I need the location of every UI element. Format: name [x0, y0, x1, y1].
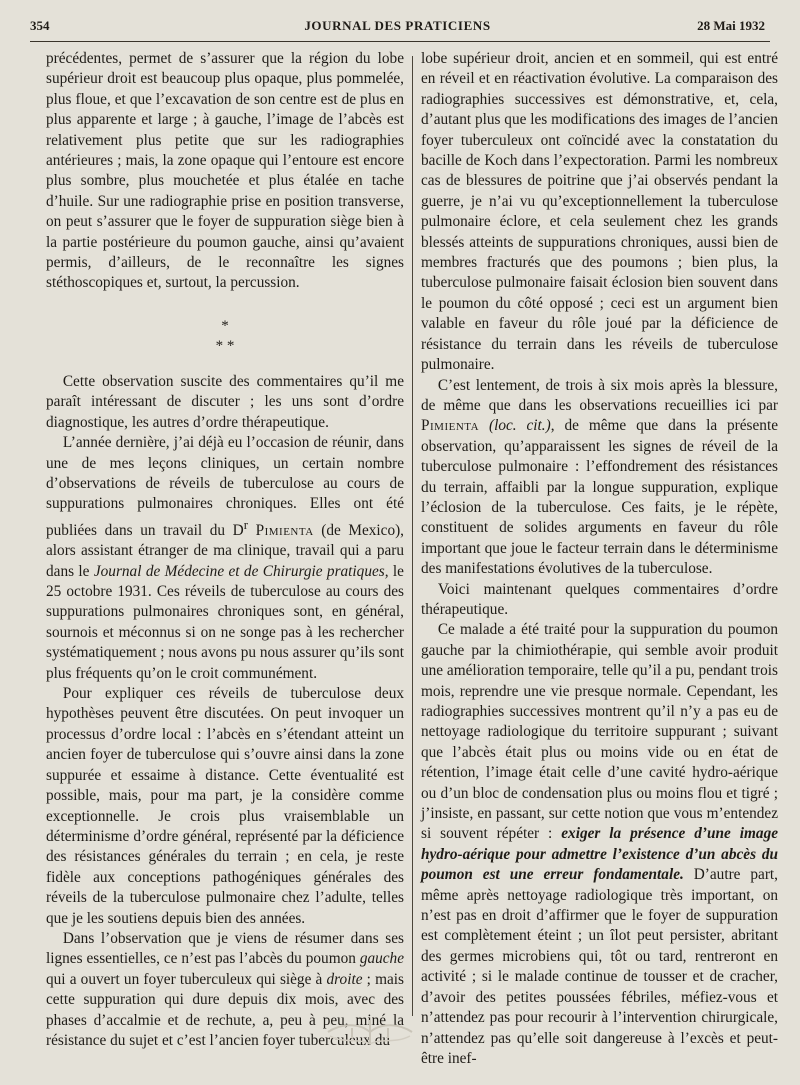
journal-title: JOURNAL DES PRATICIENS — [304, 18, 491, 33]
paragraph: C’est lentement, de trois à six mois après la blessure, de même que dans les observations recueillies ici par Pimienta (loc. cit.), de même que dans la présente observation, qu’apparaissent les signes de réveil de la tuberculose pulmonaire : l’effondrement des résistances du terrain, affaibli par la longue suppuration, explique l’éclosion de la tuberculose. Ces faits, je le répète, constituent de solides arguments en faveur du rôle important que joue le facteur terrain dans le déterminisme des manifestations évolutives de la tuberculose. — [421, 376, 778, 578]
header-rule — [30, 41, 770, 42]
paragraph: Ce malade a été traité pour la suppuration du poumon gauche par la chimiothérapie, qui semble avoir produit une amélioration temporaire, telle qu’il a pu, pendant trois mois, reprendre une vie presque normale. Cependant, les radiographies successives montrent qu’il n’y a pas eu de nettoyage radiologique du territoire suppurant ; suivant que l’abcès était plus ou moins vide ou en état de rétention, l’image était celle d’une cavité hydro-aérique ou d’un bloc de condensation plus ou moins flou et tigré ; j’insiste, en passant, sur cette notion que vous m’entendez si souvent répéter : exiger la présence d’une image hydro-aérique pour admettre l’existence d’un abcès du poumon est une erreur fondamentale. D’autre part, même après nettoyage radiologique très important, on n’est pas en droit d’affirmer que le foyer de suppuration est complètement éteint ; un îlot peut persister, abritant des germes microbiens qui, tôt ou tard, rentreront en activité ; si le malade continue de tousser et de cracher, d’avoir des petites poussées fébriles, méfiez-vous et n’attendez pas pour recourir à l’intervention chirurgicale, n’attendez pas qu’elle soit dangereuse à l’excès et peut-être inef- — [421, 621, 779, 1067]
asterism-bottom: * * — [215, 337, 235, 354]
left-column — [46, 49, 404, 1051]
column-divider — [412, 56, 413, 1016]
paragraph: Pour expliquer ces réveils de tuberculose deux hypothèses peuvent être discutées. On peut invoquer un processus d’ordre local : l’abcès en s’étendant atteint un ancien foyer de tuberculose qui s’ouvre ainsi dans la zone suppurée et essaime à distance. Cette éventualité est possible, mais, pour ma part, je la considère comme exceptionnelle. Je crois plus vraisemblable un déterminisme d’ordre général, représenté par la déficience des résistances générales du terrain ; en cela, je reste fidèle aux conceptions pathogéniques générales des réveils de la tuberculose pulmonaire chez l’adulte, telles que je les soutiens depuis bien des années. — [46, 685, 404, 927]
tailpiece-ornament-icon — [300, 1014, 440, 1054]
section-asterism — [46, 316, 404, 356]
journal-reference: Journal de Médecine et de Chirurgie pratiques, — [93, 562, 389, 580]
issue-date: 28 Mai 1932 — [697, 18, 765, 33]
paragraph: L’année dernière, j’ai déjà eu l’occasion de réunir, dans une de mes leçons cliniques, un certain nombre d’observations de réveils de tuberculose au cours de suppurations pulmonaires chroniques. Elles ont été publiées dans un travail du $D^r$ Pimienta (de Mexico), alors assistant étranger de ma clinique, travail qui a paru dans le Journal de Médecine et de Chirurgie pratiques, le 25 octobre 1931. Ces réveils de tuberculose au cours des suppurations pulmonaires chroniques sont, en général, sournois et méconnus si on ne songe pas à les rechercher systématiquement ; nous avons pu nous assurer qu’ils sont plus fréquents qu’on le croit communément. — [46, 434, 405, 682]
page-header — [30, 16, 765, 40]
paragraph: Voici maintenant quelques commentaires d’ordre thérapeutique. — [421, 580, 778, 618]
right-column — [421, 49, 778, 1069]
author-name: Pimienta — [421, 417, 480, 435]
page-number: 354 — [30, 18, 50, 33]
asterism-top: * — [221, 317, 229, 334]
emphasis-text: exiger la présence d’une image hydro-aérique pour admettre l’existence d’un abcès du poumon est une erreur fondamentale. — [421, 825, 779, 884]
paragraph: Cette observation suscite des commentaires qu’il me paraît intéressant de discuter ; les uns sont d’ordre diagnostique, les autres d’ordre thérapeutique. — [46, 372, 404, 431]
paragraph: lobe supérieur droit, ancien et en sommeil, qui est entré en réveil et en réactivation évolutive. La comparaison des radiographies successives est démonstrative, et, cela, d’autant plus que les modifications des images de l’ancien foyer tuberculeux ont coïncidé avec la constatation du bacille de Koch dans l’expectoration. Parmi les nombreux cas de blessures de poitrine que j’ai observés pendant la guerre, je n’ai vu qu’exceptionnellement la tuberculose pulmonaire éclore, et cela seulement chez les grands blessés atteints de suppurations chroniques, aussi bien de membres fracturés que des poumons ; bien plus, la tuberculose pulmonaire faisait éclosion bien souvent dans le poumon du côté opposé ; ceci est un argument bien valable en faveur du rôle joué par la déficience de résistance du terrain dans les réveils de tuberculose pulmonaire. — [421, 50, 778, 374]
paragraph: précédentes, permet de s’assurer que la région du lobe supérieur droit est beaucoup plus opaque, plus pommelée, plus floue, et que l’excavation de son centre est de plus en plus apparente et large ; à gauche, l’image de l’abcès est relativement plus petite que sur les radiographies antérieures ; mais, la zone opaque qui l’entoure est encore plus sombre, plus mouchetée et plus étalée en tache d’huile. Sur une radiographie prise en position transverse, on peut s’assurer que le foyer de suppuration siège bien à la partie postérieure du poumon gauche, ainsi qu’avaient permis, d’ailleurs, de le reconnaître les signes stéthoscopiques et, surtout, la percussion. — [46, 50, 404, 292]
paragraph: Dans l’observation que je viens de résumer dans ses lignes essentielles, ce n’est pas l’abcès du poumon gauche qui a ouvert un foyer tuberculeux qui siège à droite ; mais cette suppuration qui dure depuis dix mois, avec des phases d’accalmie et de rechute, a, peu à peu, miné la résistance du sujet et c’est l’ancien foyer tuberculeux du — [46, 929, 404, 1049]
author-name: Pimienta — [255, 521, 314, 539]
